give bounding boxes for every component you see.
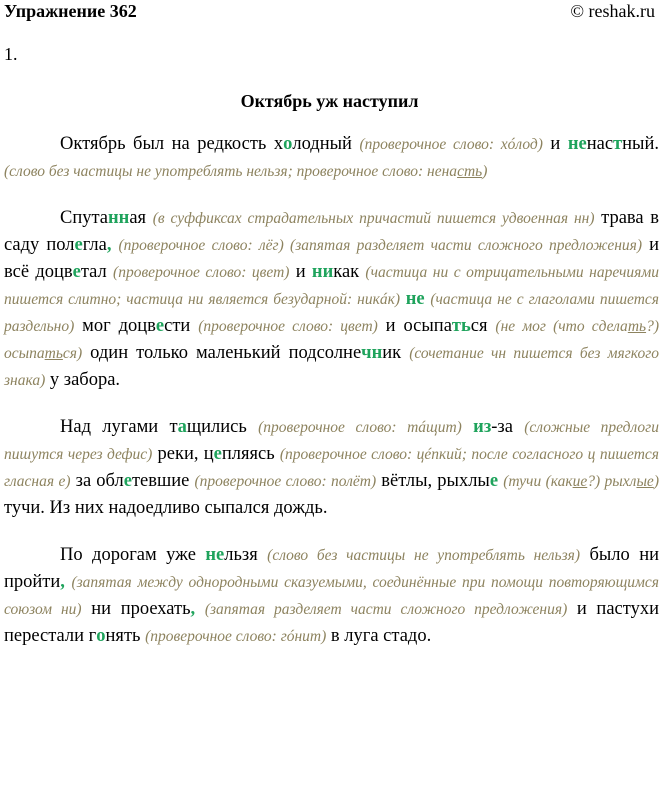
text-segment: вётлы, рыхлы: [376, 471, 490, 491]
comment-bold: е: [58, 473, 66, 490]
text-segment: Спута: [60, 208, 109, 228]
grammar-comment: (проверочное слово: лёг) (запятая разделяет части сложного предложения): [118, 237, 643, 254]
text-segment: и осыпа: [377, 316, 452, 336]
text-segment: один только маленький подсолне: [82, 343, 362, 363]
grammar-comment: употреблять нельзя; проверочное слово: нена: [150, 163, 458, 180]
comment-bold: нн: [573, 210, 590, 227]
grammar-comment: (сочетание: [409, 345, 492, 362]
exercise-title: Упражнение 362: [4, 1, 137, 21]
task-number: 1.: [4, 44, 18, 64]
grammar-comment: пишется гласная: [4, 446, 659, 490]
highlighted-letter: ,: [190, 599, 196, 619]
text-segment: было ни пройти: [4, 545, 659, 592]
text-segment: тучи. Из них надоедливо сыпался дождь.: [4, 498, 328, 518]
grammar-comment: ся): [62, 345, 83, 362]
grammar-comment: ): [482, 163, 488, 180]
grammar-comment: (тучи (как: [503, 473, 573, 490]
text-segment: По дорогам уже: [60, 545, 206, 565]
text-segment: в луга стадо.: [326, 626, 432, 646]
highlighted-letter: е: [72, 262, 81, 282]
grammar-comment: (проверочное слово: цвет): [198, 318, 378, 335]
highlighted-letter: т: [613, 134, 623, 154]
grammar-comment: ): [76, 601, 82, 618]
highlighted-letter: не: [405, 289, 425, 309]
text-segment: нять: [105, 626, 146, 646]
text-segment: гла: [82, 235, 107, 255]
highlighted-letter: ,: [106, 235, 112, 255]
grammar-comment: (не мог (что сдела: [495, 318, 628, 335]
comment-bold: чн: [491, 345, 507, 362]
text-segment: -за: [491, 417, 525, 437]
text-title: Октябрь уж наступил: [240, 91, 419, 111]
grammar-comment: ): [65, 473, 71, 490]
site-copyright: © reshak.ru: [570, 1, 655, 21]
grammar-comment: с отрицательными наречиями пишется слитно; частица: [4, 264, 659, 308]
text-segment: тал: [80, 262, 114, 282]
text-segment: ни проехать: [81, 599, 191, 619]
comment-underlined: ть: [627, 318, 647, 335]
text-segment: за обл: [70, 471, 124, 491]
highlighted-letter: е: [155, 316, 165, 336]
paragraph-4: [4, 542, 659, 650]
highlighted-letter: е: [489, 471, 499, 491]
text-segment: Над лугами т: [60, 417, 178, 437]
grammar-comment: является безударной: никáк): [203, 291, 400, 308]
grammar-comment: употреблять нельзя): [428, 547, 580, 564]
grammar-comment: (в суффиксах страдательных причастий пишется удвоенная: [152, 210, 574, 227]
text-segment: реки, ц: [152, 444, 214, 464]
grammar-comment: ?) рыхл: [587, 473, 637, 490]
highlighted-letter: из: [473, 417, 492, 437]
text-segment: ая: [129, 208, 153, 228]
grammar-comment: ): [589, 210, 595, 227]
grammar-comment: (частица: [430, 291, 498, 308]
paragraph-3: [4, 414, 659, 522]
text-body: [4, 131, 659, 670]
highlighted-letter: а: [177, 417, 187, 437]
text-segment: лодный: [292, 134, 360, 154]
comment-underlined: ть: [44, 345, 63, 362]
grammar-comment: (запятая между однородными сказуемыми, соединённые при помощи повторяющимся союзом: [4, 574, 659, 618]
highlighted-letter: не: [205, 545, 225, 565]
grammar-comment: (проверочное слово: хóлод): [359, 136, 543, 153]
grammar-comment: (проверочное слово: полёт): [194, 473, 377, 490]
highlighted-letter: ,: [60, 572, 65, 592]
text-segment: пляясь: [221, 444, 280, 464]
comment-underlined: сть: [457, 163, 483, 180]
page-header: [4, 0, 655, 26]
highlighted-letter: ни: [311, 262, 334, 282]
text-segment: [195, 599, 205, 619]
comment-bold: не: [136, 163, 151, 180]
text-segment: и всё доцв: [4, 235, 659, 282]
text-segment: у забора.: [45, 370, 121, 390]
highlighted-letter: не: [567, 134, 587, 154]
grammar-comment: ): [653, 473, 659, 490]
grammar-comment: с глаголами пишется раздельно): [4, 291, 659, 335]
highlighted-letter: нн: [108, 208, 130, 228]
grammar-comment: ?) осыпа: [4, 318, 659, 362]
grammar-comment: (запятая разделяет части сложного предложения): [204, 601, 568, 618]
comment-underlined: ие: [572, 473, 588, 490]
text-segment: [462, 417, 473, 437]
text-segment: Октябрь был на редкость х: [60, 134, 284, 154]
comment-bold: ни: [432, 264, 449, 281]
text-segment: сти: [164, 316, 199, 336]
text-segment: трава в саду пол: [4, 208, 659, 255]
grammar-comment: (проверочное слово: гóнит): [145, 628, 327, 645]
grammar-comment: (проверочное слово: цвет): [113, 264, 290, 281]
highlighted-letter: ть: [451, 316, 471, 336]
comment-bold: не: [414, 547, 429, 564]
grammar-comment: (проверочное слово: тáщит): [258, 419, 462, 436]
highlighted-letter: е: [123, 471, 132, 491]
grammar-comment: (слово без частицы: [4, 163, 137, 180]
highlighted-letter: о: [283, 134, 293, 154]
grammar-comment: (частица: [365, 264, 433, 281]
grammar-comment: (проверочное слово: цéпкий; после согласного: [279, 446, 588, 463]
paragraph-1: [4, 131, 659, 185]
grammar-comment: (слово без частицы: [267, 547, 414, 564]
comment-underlined: ые: [636, 473, 654, 490]
text-segment: мог доцв: [74, 316, 156, 336]
comment-bold: не: [497, 291, 512, 308]
highlighted-letter: е: [74, 235, 83, 255]
comment-bold: ни: [60, 601, 77, 618]
text-segment: нас: [586, 134, 614, 154]
text-segment: и: [542, 134, 568, 154]
comment-bold: ц: [587, 446, 596, 463]
grammar-comment: (сложные предлоги пишутся через дефис): [4, 419, 659, 463]
text-segment: и: [289, 262, 312, 282]
highlighted-letter: чн: [361, 343, 383, 363]
text-segment: щились: [186, 417, 259, 437]
text-segment: ик: [382, 343, 410, 363]
grammar-comment: пишется без мягкого знака): [4, 345, 659, 389]
text-segment: и пастухи перестали г: [4, 599, 659, 646]
comment-bold: ни: [187, 291, 204, 308]
text-segment: ный.: [622, 134, 659, 154]
text-segment: тевшие: [131, 471, 195, 491]
paragraph-2: [4, 205, 659, 394]
text-segment: льзя: [224, 545, 268, 565]
highlighted-letter: е: [213, 444, 222, 464]
highlighted-letter: о: [96, 626, 106, 646]
text-segment: как: [333, 262, 366, 282]
text-segment: ся: [470, 316, 496, 336]
